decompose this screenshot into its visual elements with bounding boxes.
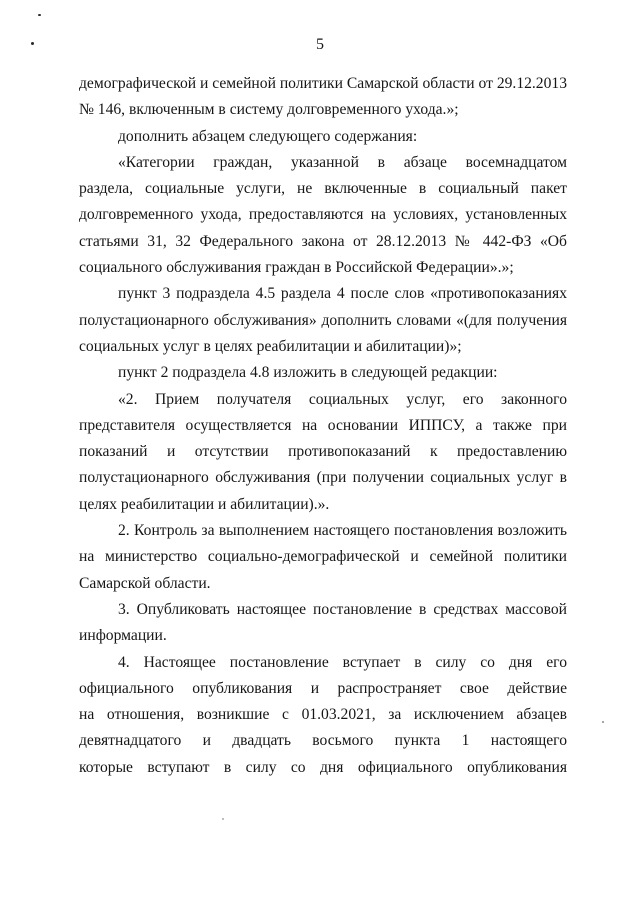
text-line: 2. Контроль за выполнением настоящего постановления возложить (118, 522, 567, 540)
text-line: демографической и семейной политики Самарской области от 29.12.2013 (79, 75, 567, 92)
text-line: показаний и отсутствии противопоказаний к предоставлению (79, 443, 567, 461)
text-line: дополнить абзацем следующего содержания: (118, 127, 418, 145)
text-line: 4. Настоящее постановление вступает в силу со дня его (118, 653, 567, 671)
text-line: № 146, включенным в систему долговременного ухода.»; (79, 101, 459, 119)
text-line: «Категории граждан, указанной в абзаце восемнадцатом (118, 153, 567, 171)
scan-speck-mark (222, 818, 224, 820)
text-line: пункт 2 подраздела 4.8 изложить в следующей редакции: (118, 364, 498, 382)
text-line: «2. Прием получателя социальных услуг, его законного (118, 390, 567, 408)
text-line: девятнадцатого и двадцать восьмого пункта 1 настоящего (79, 732, 567, 750)
text-line: Самарской области. (79, 574, 211, 592)
text-line: целях реабилитации и абилитации).». (79, 495, 330, 513)
text-line: 3. Опубликовать настоящее постановление в средствах массовой (118, 600, 567, 618)
document-body (79, 71, 567, 781)
text-line: полустационарного обслуживания (при получении социальных услуг в (79, 469, 567, 487)
text-line: официального опубликования и распространяет свое действие (79, 679, 567, 697)
scan-speck-mark (602, 721, 604, 723)
text-line: долговременного ухода, предоставляются на условиях, установленных (79, 206, 567, 224)
text-line: на министерство социально-демографической и семейной политики (79, 548, 567, 566)
scan-speck-mark (38, 14, 41, 16)
text-line: на отношения, возникшие с 01.03.2021, за исключением абзацев (79, 706, 567, 724)
text-line: полустационарного обслуживания» дополнить словами «(для получения (79, 311, 567, 329)
text-line: пункт 3 подраздела 4.5 раздела 4 после слов «противопоказаниях (118, 285, 567, 303)
text-line: социального обслуживания граждан в Российской Федерации».»; (79, 259, 514, 277)
page-number: 5 (316, 36, 324, 53)
text-line: статьями 31, 32 Федерального закона от 28.12.2013 № 442-ФЗ «Об (79, 232, 567, 250)
text-line: социальных услуг в целях реабилитации и абилитации)»; (79, 337, 462, 355)
text-line: которые вступают в силу со дня официального опубликования (79, 758, 567, 776)
text-line: информации. (79, 627, 167, 645)
text-line: раздела, социальные услуги, не включенные в социальный пакет (79, 180, 567, 198)
text-line: представителя осуществляется на основании ИППСУ, а также при (79, 416, 567, 434)
